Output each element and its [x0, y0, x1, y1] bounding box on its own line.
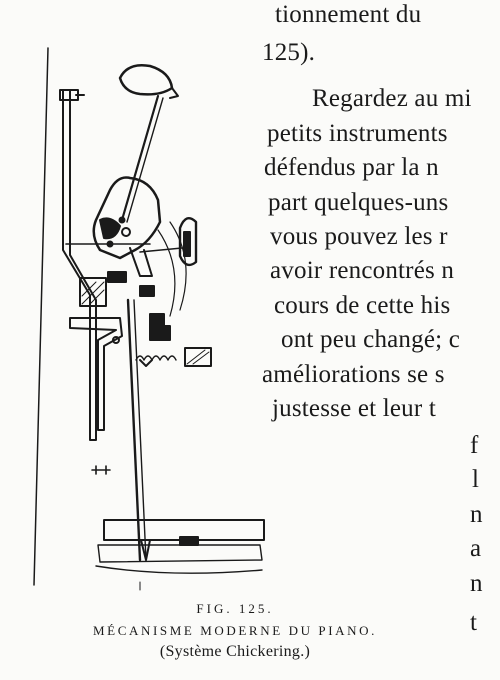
body-line: a	[470, 535, 482, 562]
figure-label: FIG. 125.	[196, 601, 274, 616]
body-line: 125).	[262, 39, 316, 66]
body-line: f	[470, 432, 479, 459]
figure-subtitle: (Système Chickering.)	[159, 643, 311, 660]
body-line: avoir rencontrés n	[270, 257, 455, 284]
body-line: ont peu changé; c	[281, 326, 461, 353]
body-line: t	[470, 609, 478, 636]
body-line: vous pouvez les r	[270, 223, 448, 250]
figure-title: MÉCANISME MODERNE DU PIANO.	[93, 623, 377, 638]
body-line: petits instruments	[267, 120, 448, 147]
body-line: tionnement du	[275, 1, 422, 28]
body-line: améliorations se s	[262, 361, 445, 388]
body-line: part quelques-uns	[268, 189, 449, 216]
body-line: défendus par la n	[264, 154, 439, 181]
body-line: n	[470, 570, 483, 597]
body-line: n	[470, 501, 483, 528]
body-line: justesse et leur t	[272, 395, 436, 422]
body-line: cours de cette his	[274, 292, 451, 319]
body-line: l	[472, 466, 480, 493]
body-line: Regardez au mi	[312, 85, 472, 112]
